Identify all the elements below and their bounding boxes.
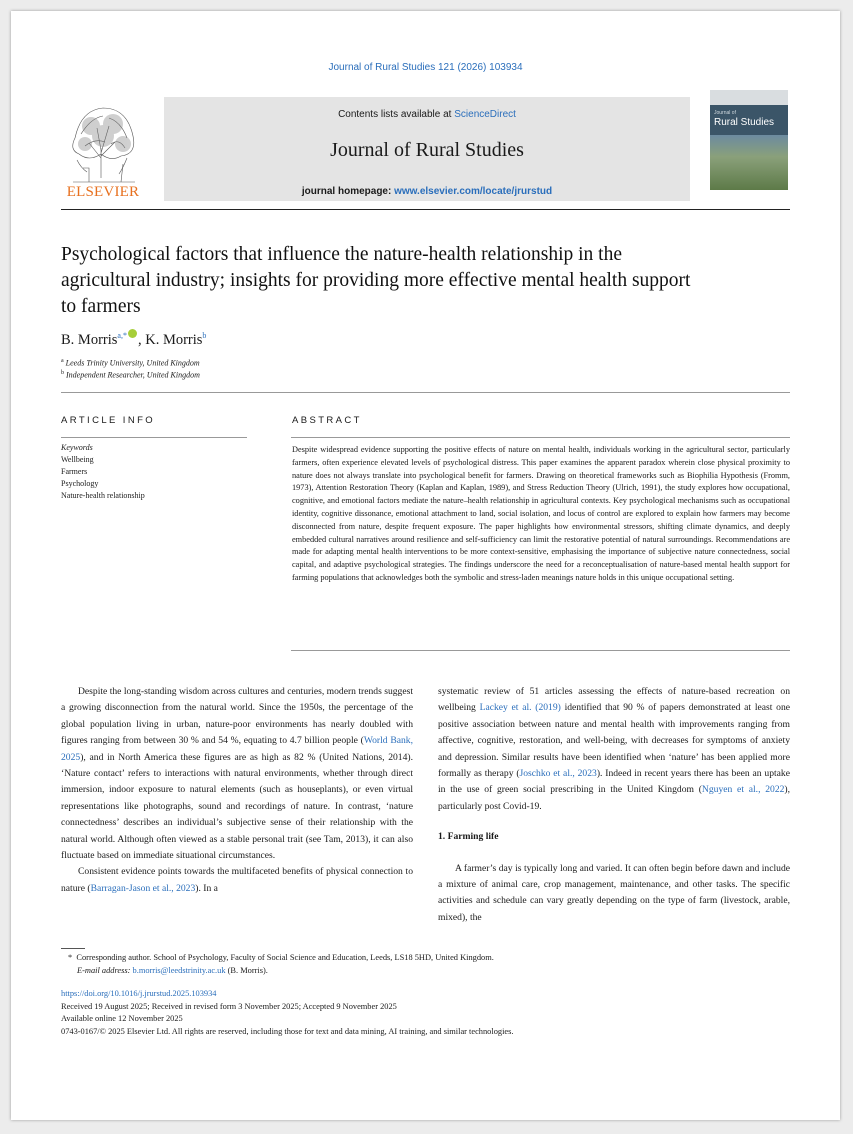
- article-info-rule: [61, 437, 247, 438]
- abstract-bottom-rule: [291, 650, 790, 651]
- body-paragraph: Consistent evidence points towards the multifaceted benefits of physical connection to nature (Barragan-Jason et al., 2023). In a: [61, 866, 413, 894]
- header-divider: [61, 209, 790, 210]
- body-paragraph: systematic review of 51 articles assessing the effects of nature-based recreation on wellbeing Lackey et al. (2019) identified that 90 % of papers demonstrated at least one positive association between nature and mental health with improvements ranging from affective, cognitive, restoration, and well-being, with decreases for symptoms of anxiety and depression. Similar results have been identified when ‘nature’ has been applied more formally as therapy (Joschko et al., 2023). Indeed in recent years there has been an uptake in the use of green social prescribing in the United Kingdom (Nguyen et al., 2022), particularly post Covid-19.: [438, 686, 791, 812]
- article-page: [11, 11, 840, 1120]
- body-column-left: [61, 684, 413, 897]
- affiliation-a: $^a$ Leeds Trinity University, United Kingdom: [61, 358, 200, 368]
- keywords-label: Keywords: [61, 443, 93, 452]
- journal-title: Journal of Rural Studies: [330, 139, 524, 161]
- keywords-block: [61, 442, 145, 502]
- section-heading: 1. Farming life: [438, 831, 499, 843]
- citation-link[interactable]: Lackey et al. (2019): [479, 702, 561, 714]
- author-name[interactable]: B. Morris: [61, 331, 118, 348]
- article-info-heading: ARTICLE INFO: [61, 415, 156, 426]
- cover-header-strip: [710, 90, 788, 105]
- body-paragraph: Despite the long-standing wisdom across cultures and centuries, modern trends suggest a growing disconnection from the natural world. Since the 1950s, the percentage of the global population living in urban, nature-poor environments has nearly doubled with figures ranging from between 30 % and 54 %, equating to 4.7 billion people (World Bank, 2025), and in North America these figures are as high as 82 % (United Nations, 2014). ‘Nature contact’ refers to interactions with natural environments, whether through direct immersion, indoor exposure to natural elements (such as houseplants), or even virtual representations like photographs, sound and recordings of nature. In contrast, ‘nature connectedness’ describes an individual’s subjective sense of their relationship with the natural world. Although often viewed as a stable personal trait (see Tam, 2013), it can also fluctuate based on immediate situational circumstances.: [61, 686, 413, 862]
- corresponding-author-note: * Corresponding author. School of Psychology, Faculty of Social Science and Education, Leeds, LS18 5HD, United Kingdom.: [68, 953, 494, 962]
- citation-link[interactable]: Nguyen et al., 2022: [701, 784, 785, 796]
- abstract-heading: ABSTRACT: [292, 415, 362, 426]
- article-title: Psychological factors that influence the nature-health relationship in the agricultural industry; insights for providing more effective mental health support to farmers: [61, 244, 691, 317]
- email-link[interactable]: b.morris@leedstrinity.ac.uk: [132, 966, 226, 975]
- author-separator: ,: [137, 331, 146, 348]
- homepage-link[interactable]: www.elsevier.com/locate/jrurstud: [394, 186, 553, 197]
- copyright-line: 0743-0167/© 2025 Elsevier Ltd. All rights are reserved, including those for text and data mining, AI training, and similar technologies.: [61, 1026, 514, 1036]
- article-metadata: [61, 988, 513, 1038]
- author-name[interactable]: K. Morris: [145, 331, 203, 348]
- available-online: Available online 12 November 2025: [61, 1014, 183, 1023]
- citation-link[interactable]: World Bank, 2025: [61, 735, 413, 763]
- journal-homepage: journal homepage: www.elsevier.com/locate/jrurstud: [301, 186, 553, 197]
- doi-link[interactable]: https://doi.org/10.1016/j.jrurstud.2025.103934: [61, 989, 217, 998]
- keyword: Psychology: [61, 479, 99, 488]
- citation-link[interactable]: Barragan-Jason et al., 2023: [90, 882, 196, 894]
- author-list: [61, 329, 206, 349]
- contents-line: Contents lists available at ScienceDirect: [338, 109, 516, 120]
- author-affil-marker[interactable]: a,*: [117, 331, 127, 340]
- body-paragraph: A farmer’s day is typically long and varied. It can often begin before dawn and include a mixture of animal care, crop management, maintenance, and other tasks. The specific activities and schedule can vary greatly depending on the type of farm (livestock, arable, mixed), the: [438, 862, 790, 923]
- journal-citation-line[interactable]: Journal of Rural Studies 121 (2026) 103934: [328, 62, 523, 73]
- orcid-icon[interactable]: [128, 329, 137, 338]
- received-dates: Received 19 August 2025; Received in revised form 3 November 2025; Accepted 9 November 2025: [61, 1001, 397, 1011]
- cover-title: Journal of Rural Studies: [714, 110, 775, 128]
- abstract-rule: [291, 437, 790, 438]
- journal-banner: [164, 97, 690, 201]
- footnote: [68, 951, 494, 977]
- sciencedirect-link[interactable]: ScienceDirect: [454, 109, 516, 120]
- keyword: Wellbeing: [61, 455, 94, 464]
- journal-cover-thumbnail[interactable]: [710, 90, 788, 190]
- email-line: E-mail address: b.morris@leedstrinity.ac.uk (B. Morris).: [77, 966, 268, 975]
- abstract-text: Despite widespread evidence supporting the positive effects of nature on mental health, individuals working in the agricultural sector, particularly farmers, often experience elevated levels of psychological distress. This paper examines the apparent paradox wherein close physical proximity to nature does not always translate into psychological benefit for farmers. Drawing on theoretical frameworks such as Biophilia Hypothesis (Fromm, 1973), Attention Restoration Theory (Kaplan and Kaplan, 1989), and Stress Reduction Theory (Ulrich, 1991), the study explores how occupational, cognitive, and emotional factors mediate the nature–health relationship in agricultural contexts. Key psychological mechanisms such as occupational identity, cognitive dissonance, emotional attachment to land, social isolation, and locus of control are explored to explain how farmers may become disconnected from nature, despite frequent exposure. The paper highlights how environmental stressors, shifting climate dynamics, and deeply embedded cultural narratives around resilience and self-sufficiency can limit the restorative potential of natural surroundings. Recommendations are made for adapting mental health interventions to be more context-sensitive, emphasising the importance of subjective nature connectedness, social capital, and adaptive psychological strategies. The findings underscore the need for a reconceptualisation of nature-based mental health support for farming populations that acknowledges both the symbolic and stress-laden meanings nature holds in this unique occupational setting.: [292, 445, 790, 582]
- body-column-right: [438, 684, 790, 926]
- section-divider: [61, 392, 790, 393]
- cover-landscape-image: [710, 135, 788, 190]
- elsevier-wordmark[interactable]: ELSEVIER: [66, 184, 140, 200]
- citation-link[interactable]: Joschko et al., 2023: [519, 768, 597, 780]
- keyword: Farmers: [61, 467, 88, 476]
- keyword: Nature-health relationship: [61, 491, 145, 500]
- author-affil-marker[interactable]: b: [202, 331, 207, 340]
- footnote-rule: [61, 948, 85, 949]
- affiliation-b: $^b$ Independent Researcher, United Kingdom: [61, 370, 200, 380]
